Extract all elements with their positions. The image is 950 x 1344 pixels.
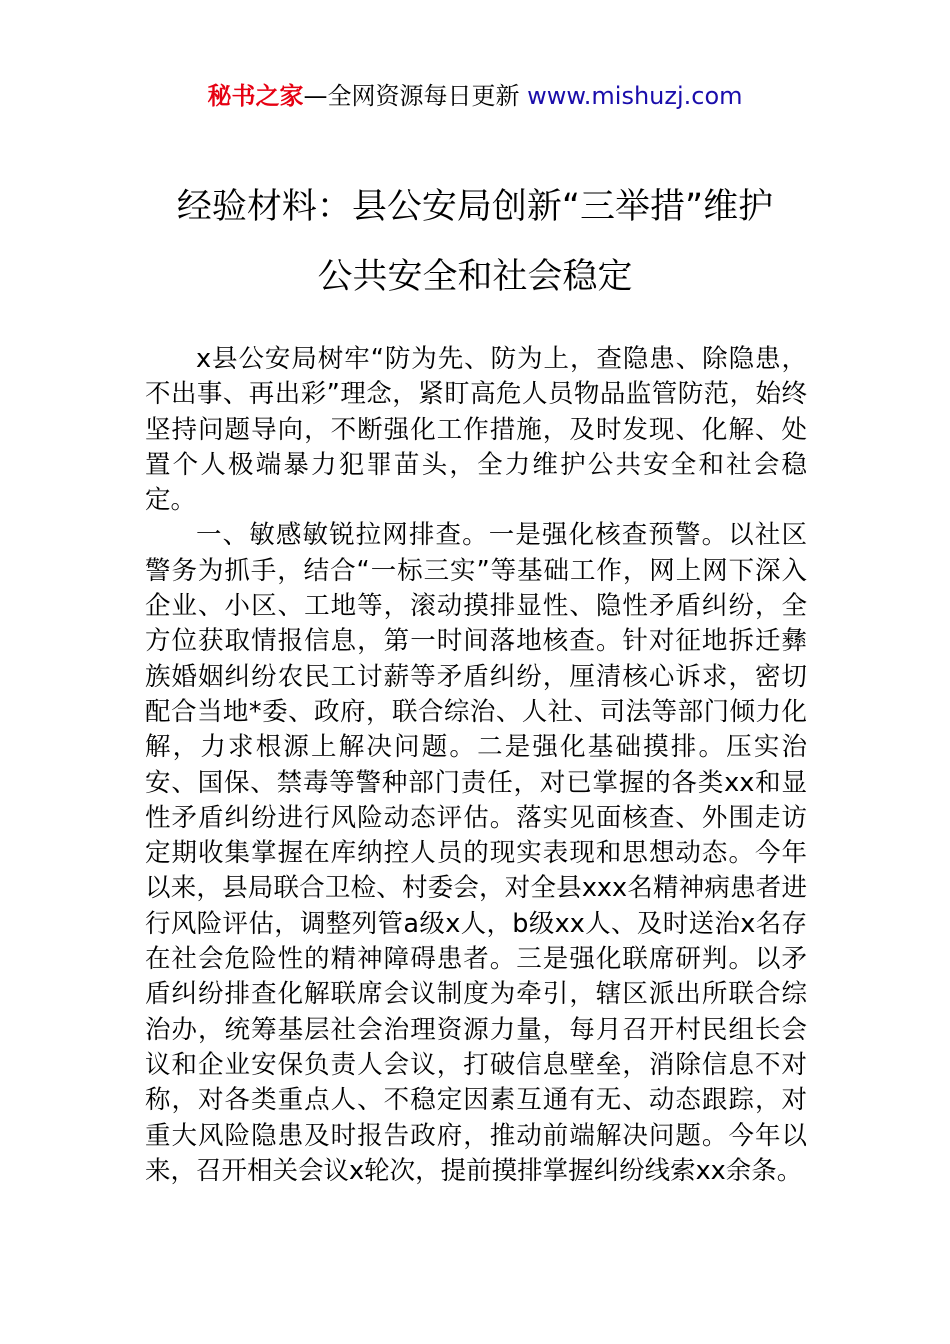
site-tagline: —全网资源每日更新 [303,82,520,110]
document-title-line-2: 公共安全和社会稳定 [317,257,633,297]
site-header [0,80,950,112]
site-brand: 秘书之家 [207,82,304,110]
section-one-paragraph: 一、敏感敏锐拉网排查。一是强化核查预警。以社区警务为抓手，结合“一标三实”等基础工作，网上网下深入企业、小区、工地等，滚动摸排显性、隐性矛盾纠纷，全方位获取情报信息，第一时间落地核查。针对征地拆迁彝族婚姻纠纷农民工讨薪等矛盾纠纷，厘清核心诉求，密切配合当地*委、政府，联合综治、人社、司法等部门倾力化解，力求根源上解决问题。二是强化基础摸排。压实治安、国保、禁毒等警种部门责任，对已掌握的各类xx和显性矛盾纠纷进行风险动态评估。落实见面核查、外围走访定期收集掌握在库纳控人员的现实表现和思想动态。今年以来，县局联合卫检、村委会，对全县xxx名精神病患者进行风险评估，调整列管a级x人，b级xx人、及时送治x名存在社会危险性的精神障碍患者。三是强化联席研判。以矛盾纠纷排查化解联席会议制度为牵引，辖区派出所联合综治办，统筹基层社会治理资源力量，每月召开村民组长会议和企业安保负责人会议，打破信息壁垒，消除信息不对称，对各类重点人、不稳定因素互通有无、动态跟踪，对重大风险隐患及时报告政府，推动前端解决问题。今年以来，召开相关会议x轮次，提前摸排掌握纠纷线索xx余条。 [145,520,807,1186]
document-body [145,342,807,1189]
document-title [100,172,850,312]
site-url-link[interactable]: www.mishuzj.com [527,82,743,110]
document-title-line-1: 经验材料：县公安局创新“三举措”维护 [176,187,774,227]
intro-paragraph: x县公安局树牢“防为先、防为上，查隐患、除隐患，不出事、再出彩”理念，紧盯高危人员物品监管防范，始终坚持问题导向，不断强化工作措施，及时发现、化解、处置个人极端暴力犯罪苗头，全力维护公共安全和社会稳定。 [145,344,807,516]
